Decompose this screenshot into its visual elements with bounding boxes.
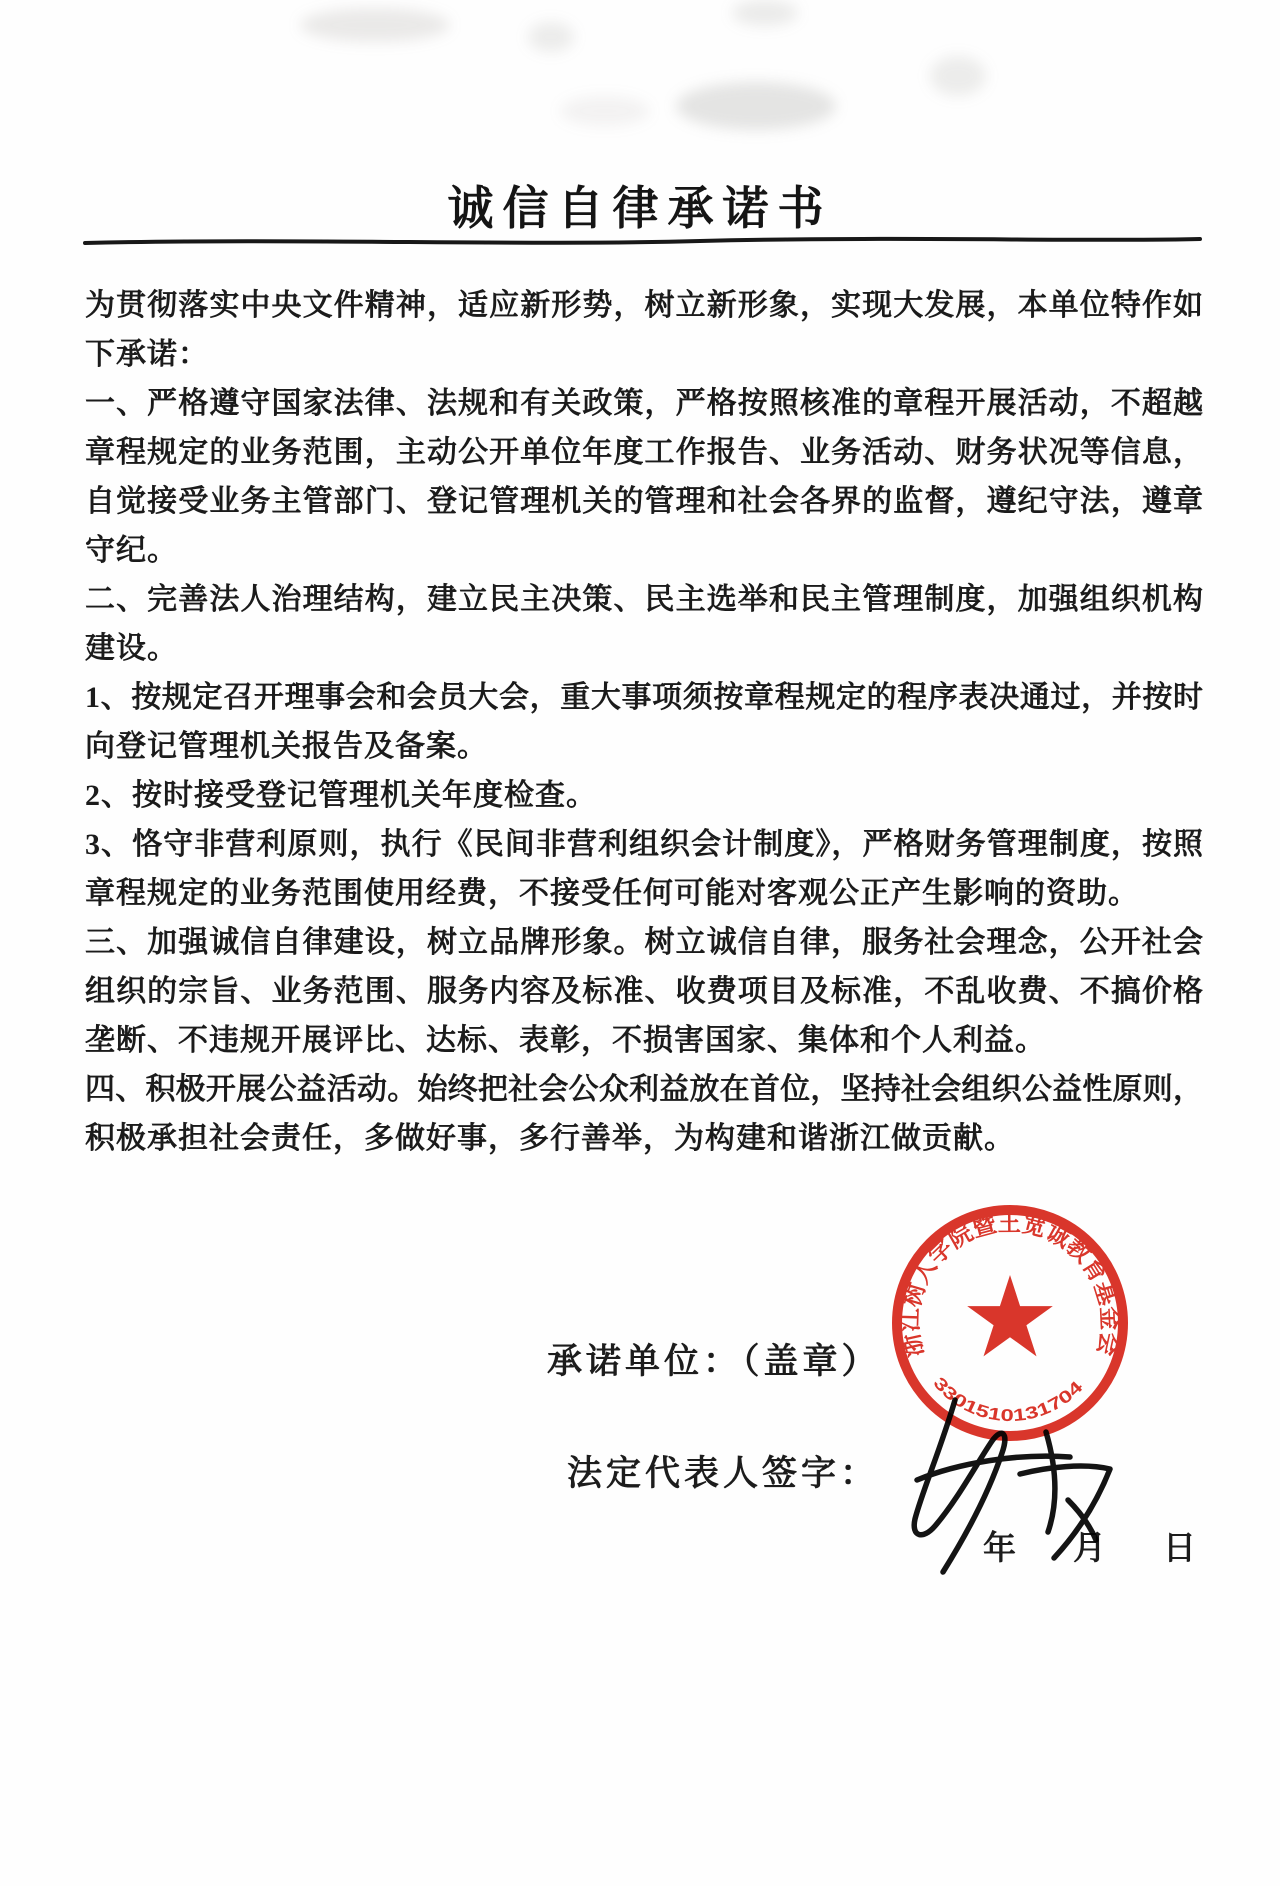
body-line: 2、按时接受登记管理机关年度检查。: [85, 779, 597, 812]
body-line: 三、加强诚信自律建设，树立品牌形象。树立诚信自律，服务社会理念，公开社会: [85, 926, 1203, 959]
seal-serial-number: 3301510131704: [929, 1373, 1084, 1426]
scan-smudge: [300, 8, 450, 42]
body-line: 自觉接受业务主管部门、登记管理机关的管理和社会各界的监督，遵纪守法，遵章: [85, 485, 1203, 518]
representative-signature-label: 法定代表人签字：: [567, 1454, 880, 1493]
body-line: 一、严格遵守国家法律、法规和有关政策，严格按照核准的章程开展活动，不超越: [85, 387, 1203, 420]
body-line: 守纪。: [85, 534, 178, 567]
body-line: 向登记管理机关报告及备案。: [85, 730, 488, 763]
scan-smudge: [930, 56, 986, 96]
body-line: 为贯彻落实中央文件精神，适应新形势，树立新形象，实现大发展，本单位特作如: [85, 289, 1203, 322]
seal-star-icon: [967, 1275, 1053, 1356]
body-line: 章程规定的业务范围使用经费，不接受任何可能对客观公正产生影响的资助。: [85, 877, 1139, 910]
body-line: 章程规定的业务范围，主动公开单位年度工作报告、业务活动、财务状况等信息，: [85, 436, 1203, 469]
body-line: 1、按规定召开理事会和会员大会，重大事项须按章程规定的程序表决通过，并按时: [85, 681, 1203, 714]
scan-smudge: [560, 96, 650, 126]
scan-smudge: [676, 82, 836, 130]
body-line: 3、恪守非营利原则，执行《民间非营利组织会计制度》，严格财务管理制度，按照: [85, 828, 1203, 861]
document-body: [85, 281, 1203, 1163]
date-placeholder: 年 月 日: [983, 1531, 1208, 1567]
title-underline-rule: [0, 228, 1280, 258]
body-line: 积极承担社会责任，多做好事，多行善举，为构建和谐浙江做贡献。: [85, 1122, 1015, 1155]
seal-unit-label: 承诺单位：（盖章）: [547, 1342, 881, 1381]
body-line: 垄断、不违规开展评比、达标、表彰，不损害国家、集体和个人利益。: [85, 1024, 1046, 1057]
scan-smudge: [528, 22, 574, 52]
handwritten-signature: [895, 1380, 1145, 1590]
body-line: 四、积极开展公益活动。始终把社会公众利益放在首位，坚持社会组织公益性原则，: [85, 1073, 1203, 1106]
body-line: 建设。: [85, 632, 178, 665]
body-line: 下承诺：: [85, 338, 209, 371]
seal-arc-text: 浙江树人学院暨王宽诚教育基金会: [896, 1209, 1124, 1360]
body-line: 组织的宗旨、业务范围、服务内容及标准、收费项目及标准，不乱收费、不搞价格: [85, 975, 1203, 1008]
scan-smudge: [732, 0, 798, 26]
body-line: 二、完善法人治理结构，建立民主决策、民主选举和民主管理制度，加强组织机构: [85, 583, 1203, 616]
page-title: 诚信自律承诺书: [447, 183, 833, 234]
